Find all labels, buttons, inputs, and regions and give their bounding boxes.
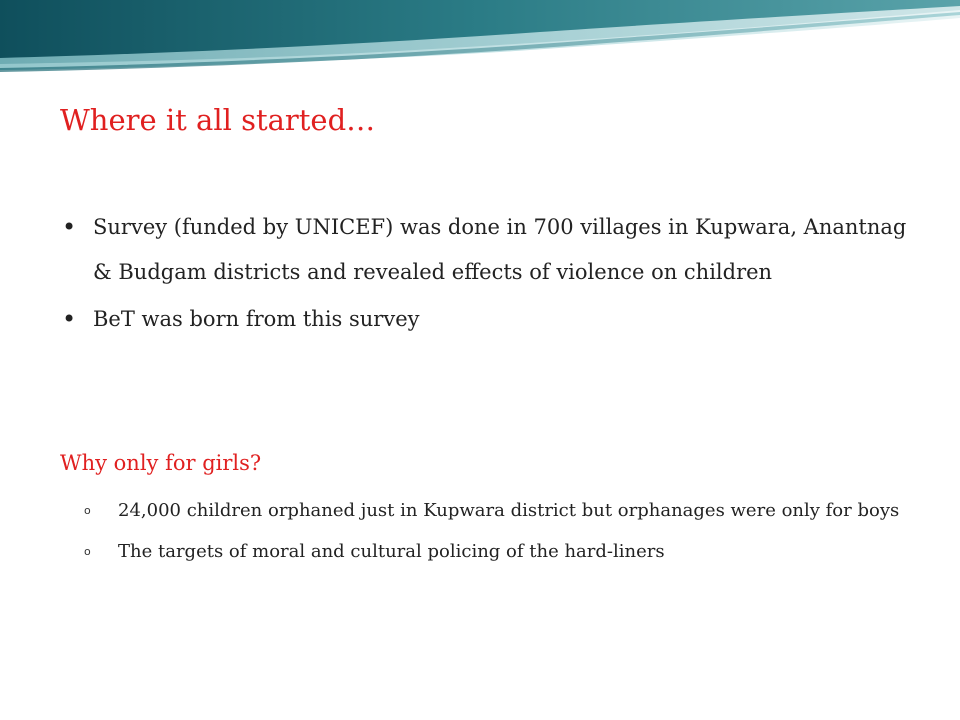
bullet-text: Survey (funded by UNICEF) was done in 700 villages in Kupwara, Anantnag & Budgam districts and revealed effects of violence on children <box>93 215 907 284</box>
sub-bullet-text: The targets of moral and cultural policing of the hard-liners <box>118 541 665 562</box>
sub-bullet-marker: o <box>84 545 91 558</box>
bullet-text: BeT was born from this survey <box>93 307 420 331</box>
sub-bullet-text: 24,000 children orphaned just in Kupwara district but orphanages were only for boys <box>118 500 900 521</box>
sub-bullet-marker: o <box>84 504 91 517</box>
bullet-marker: • <box>62 213 77 241</box>
sub-bullet-list <box>82 490 902 572</box>
header-wave-decoration <box>0 0 960 80</box>
bullet-item <box>60 297 910 342</box>
sub-bullet-item <box>82 531 902 572</box>
slide-title: Where it all started… <box>60 103 376 137</box>
bullet-marker: • <box>62 305 77 333</box>
subheading: Why only for girls? <box>60 451 262 475</box>
main-bullet-list <box>60 205 910 342</box>
sub-bullet-item <box>82 490 902 531</box>
bullet-item <box>60 205 910 295</box>
